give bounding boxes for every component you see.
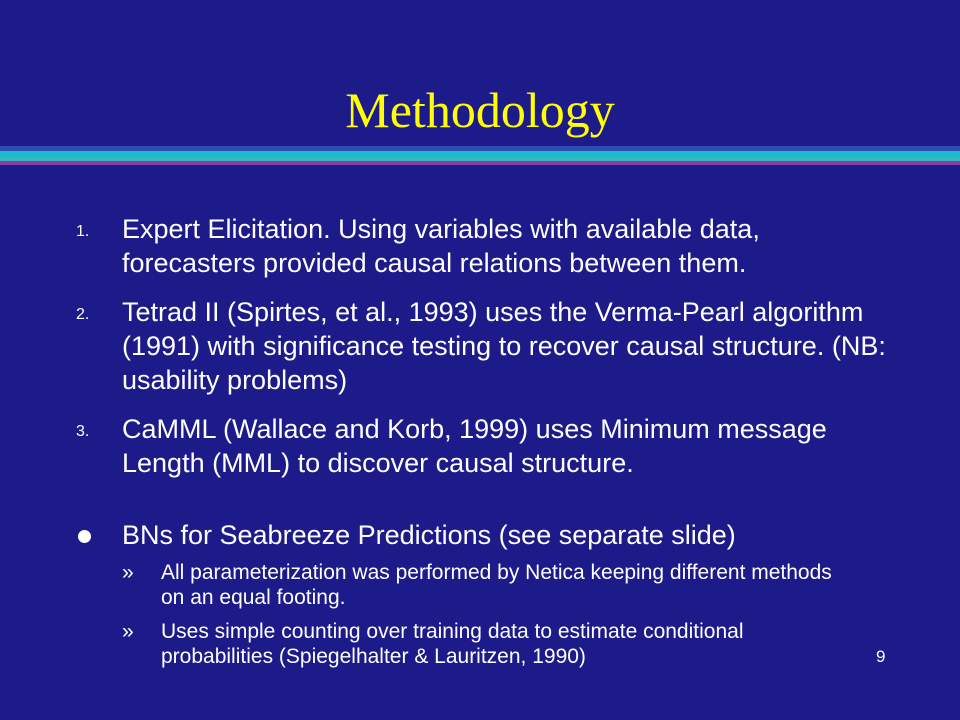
sub-bullet-text: All parameterization was performed by Netica keeping different methods on an equal footing.: [161, 561, 832, 609]
title-rule-purple: [0, 161, 960, 165]
sub-bullet-text: Uses simple counting over training data to estimate conditional probabilities (Spiegelhalter & Lauritzen, 1990): [161, 620, 744, 668]
numbered-item-3: [0, 412, 900, 480]
list-item-text: Tetrad II (Spirtes, et al., 1993) uses the Verma-Pearl algorithm (1991) with significance testing to recover causal structure. (NB: usability problems): [122, 297, 886, 395]
numbered-item-1: [0, 212, 900, 280]
list-number: 2.: [76, 306, 90, 323]
slide-title: Methodology: [345, 82, 615, 138]
list-item-text: CaMML (Wallace and Korb, 1999) uses Minimum message Length (MML) to discover causal structure.: [122, 414, 827, 478]
numbered-item-2: [0, 295, 900, 397]
numbered-list: [0, 212, 900, 495]
list-number: 1.: [76, 223, 90, 240]
list-number: 3.: [76, 423, 90, 440]
bullet-item: [0, 518, 900, 552]
bullet-dot-icon: [78, 530, 91, 543]
chevron-right-icon: »: [122, 561, 134, 584]
page-number: 9: [876, 647, 886, 666]
bullet-text: BNs for Seabreeze Predictions (see separate slide): [122, 520, 736, 550]
sub-bullet-item-2: [0, 619, 851, 669]
list-item-text: Expert Elicitation. Using variables with available data, forecasters provided causal relations between them.: [122, 214, 760, 278]
sub-bullet-item-1: [0, 560, 851, 610]
chevron-right-icon: »: [122, 620, 134, 643]
sub-bullet-list: [0, 560, 900, 669]
bullet-section: [0, 518, 900, 678]
